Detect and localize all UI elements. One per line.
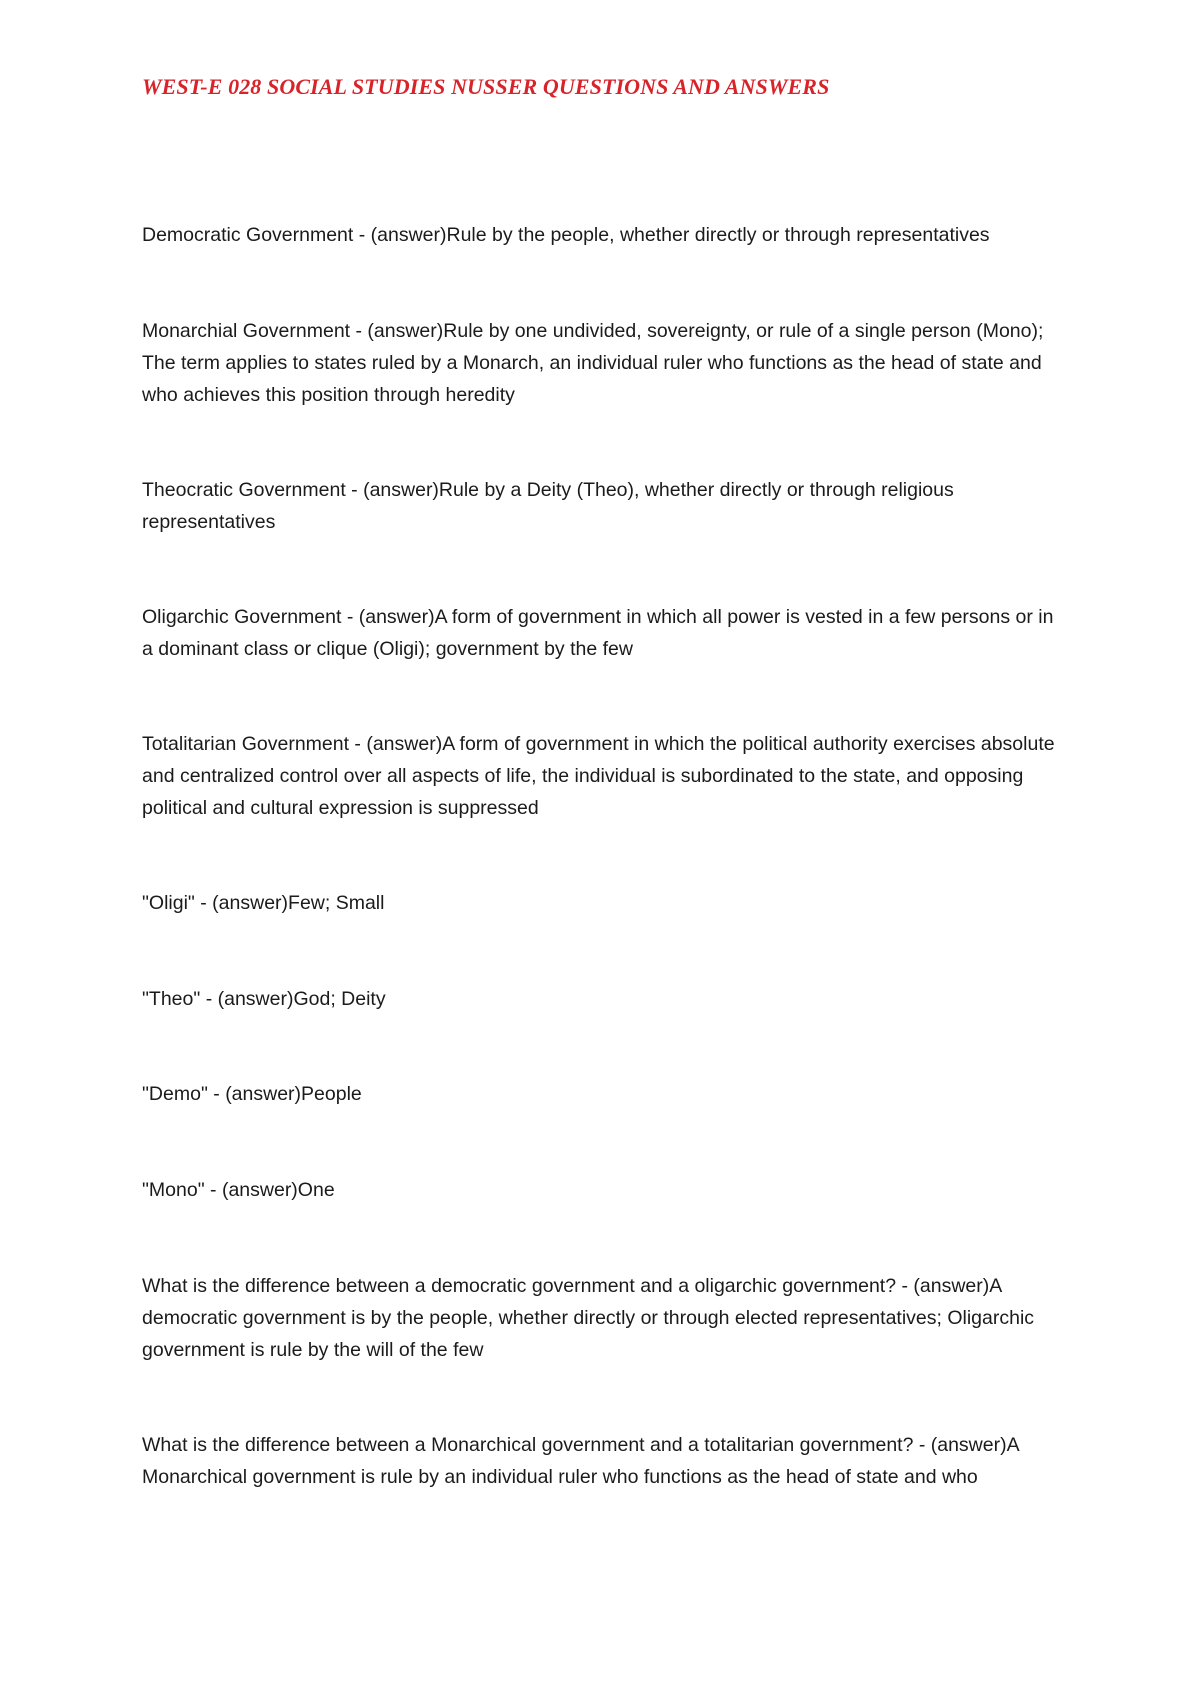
qa-entry-theocratic: Theocratic Government - (answer)Rule by a Deity (Theo), whether directly or through religious representatives: [142, 479, 954, 533]
qa-entry-oligi: "Oligi" - (answer)Few; Small: [142, 892, 385, 914]
qa-entry-monarchical-vs-totalitarian: What is the difference between a Monarchical government and a totalitarian government? - (answer)A Monarchical government is rule by an individual ruler who functions as the head of state and who: [142, 1434, 1019, 1488]
qa-entry-oligarchic: Oligarchic Government - (answer)A form of government in which all power is vested in a few persons or in a dominant class or clique (Oligi); government by the few: [142, 606, 1054, 660]
qa-entry-mono: "Mono" - (answer)One: [142, 1179, 335, 1201]
qa-entry-monarchial: Monarchial Government - (answer)Rule by one undivided, sovereignty, or rule of a single person (Mono); The term applies to states ruled by a Monarch, an individual ruler who functions as the head of state and who achieves this position through heredity: [142, 320, 1044, 406]
qa-entry-democratic: Democratic Government - (answer)Rule by the people, whether directly or through representatives: [142, 224, 990, 246]
qa-entry-theo: "Theo" - (answer)God; Deity: [142, 988, 386, 1010]
document-title: WEST-E 028 SOCIAL STUDIES NUSSER QUESTIONS AND ANSWERS: [142, 74, 830, 99]
qa-entry-demo: "Demo" - (answer)People: [142, 1083, 362, 1105]
qa-entry-democratic-vs-oligarchic: What is the difference between a democratic government and a oligarchic government? - (answer)A democratic government is by the people, whether directly or through elected representatives; Oligarchic government is rule by the will of the few: [142, 1275, 1035, 1361]
qa-entry-totalitarian: Totalitarian Government - (answer)A form of government in which the political authority exercises absolute and centralized control over all aspects of life, the individual is subordinated to the state, and opposing political and cultural expression is suppressed: [142, 733, 1055, 819]
